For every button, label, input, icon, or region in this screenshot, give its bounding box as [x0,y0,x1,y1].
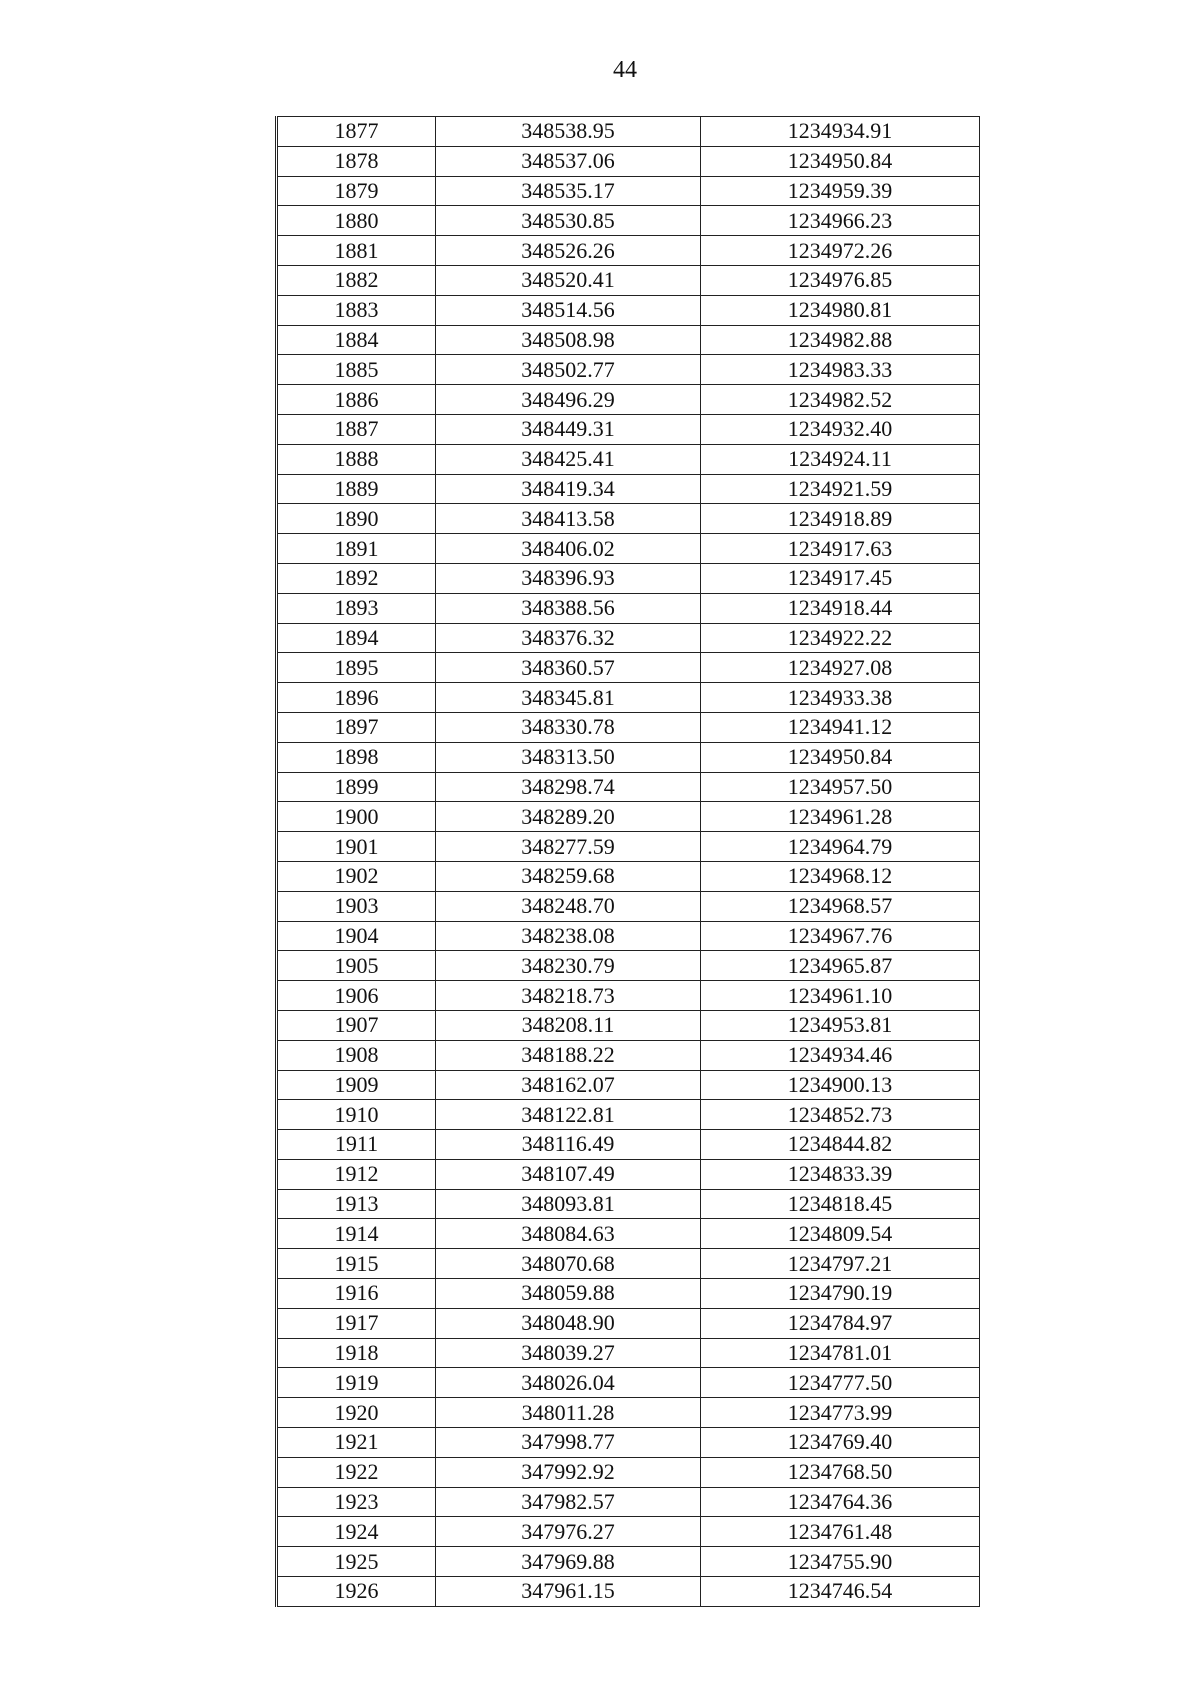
table-row [277,534,980,564]
x-coordinate-cell: 348345.81 [436,683,701,713]
y-coordinate-cell: 1234781.01 [701,1338,980,1368]
table-row [277,325,980,355]
point-number-cell: 1924 [277,1517,436,1547]
table-row [277,1040,980,1070]
table-row [277,861,980,891]
table-row [277,444,980,474]
point-number-cell: 1880 [277,206,436,236]
table-row [277,236,980,266]
point-number-cell: 1890 [277,504,436,534]
table-row [277,712,980,742]
table-row [277,832,980,862]
table-row [277,593,980,623]
point-number-cell: 1885 [277,355,436,385]
coordinates-table-body [277,117,980,1607]
table-row [277,1308,980,1338]
point-number-cell: 1891 [277,534,436,564]
y-coordinate-cell: 1234961.10 [701,981,980,1011]
x-coordinate-cell: 347982.57 [436,1487,701,1517]
point-number-cell: 1894 [277,623,436,653]
y-coordinate-cell: 1234967.76 [701,921,980,951]
x-coordinate-cell: 348413.58 [436,504,701,534]
point-number-cell: 1925 [277,1547,436,1577]
x-coordinate-cell: 348520.41 [436,265,701,295]
y-coordinate-cell: 1234917.45 [701,563,980,593]
x-coordinate-cell: 348011.28 [436,1398,701,1428]
table-row [277,742,980,772]
y-coordinate-cell: 1234746.54 [701,1577,980,1607]
table-row [277,1428,980,1458]
x-coordinate-cell: 348039.27 [436,1338,701,1368]
y-coordinate-cell: 1234968.12 [701,861,980,891]
table-row [277,176,980,206]
table-row [277,1517,980,1547]
table-row [277,1159,980,1189]
table-row [277,474,980,504]
table-row [277,891,980,921]
point-number-cell: 1896 [277,683,436,713]
x-coordinate-cell: 348289.20 [436,802,701,832]
y-coordinate-cell: 1234777.50 [701,1368,980,1398]
y-coordinate-cell: 1234761.48 [701,1517,980,1547]
page-number: 44 [613,57,637,83]
table-row [277,1070,980,1100]
table-row [277,265,980,295]
table-row [277,563,980,593]
table-row [277,1100,980,1130]
x-coordinate-cell: 348208.11 [436,1010,701,1040]
x-coordinate-cell: 348425.41 [436,444,701,474]
x-coordinate-cell: 348162.07 [436,1070,701,1100]
x-coordinate-cell: 348188.22 [436,1040,701,1070]
y-coordinate-cell: 1234809.54 [701,1219,980,1249]
x-coordinate-cell: 347998.77 [436,1428,701,1458]
x-coordinate-cell: 348122.81 [436,1100,701,1130]
y-coordinate-cell: 1234932.40 [701,414,980,444]
point-number-cell: 1920 [277,1398,436,1428]
table-row [277,295,980,325]
point-number-cell: 1901 [277,832,436,862]
y-coordinate-cell: 1234934.91 [701,117,980,147]
x-coordinate-cell: 348538.95 [436,117,701,147]
point-number-cell: 1912 [277,1159,436,1189]
y-coordinate-cell: 1234852.73 [701,1100,980,1130]
table-row [277,683,980,713]
x-coordinate-cell: 348396.93 [436,563,701,593]
y-coordinate-cell: 1234953.81 [701,1010,980,1040]
x-coordinate-cell: 348070.68 [436,1249,701,1279]
point-number-cell: 1904 [277,921,436,951]
y-coordinate-cell: 1234961.28 [701,802,980,832]
point-number-cell: 1895 [277,653,436,683]
x-coordinate-cell: 348535.17 [436,176,701,206]
y-coordinate-cell: 1234980.81 [701,295,980,325]
y-coordinate-cell: 1234976.85 [701,265,980,295]
y-coordinate-cell: 1234917.63 [701,534,980,564]
y-coordinate-cell: 1234982.52 [701,385,980,415]
table-row [277,772,980,802]
y-coordinate-cell: 1234968.57 [701,891,980,921]
x-coordinate-cell: 348330.78 [436,712,701,742]
y-coordinate-cell: 1234833.39 [701,1159,980,1189]
x-coordinate-cell: 348238.08 [436,921,701,951]
table-row [277,1398,980,1428]
y-coordinate-cell: 1234950.84 [701,146,980,176]
y-coordinate-cell: 1234784.97 [701,1308,980,1338]
x-coordinate-cell: 347961.15 [436,1577,701,1607]
point-number-cell: 1902 [277,861,436,891]
y-coordinate-cell: 1234922.22 [701,623,980,653]
table-row [277,117,980,147]
point-number-cell: 1898 [277,742,436,772]
x-coordinate-cell: 348514.56 [436,295,701,325]
x-coordinate-cell: 347992.92 [436,1457,701,1487]
y-coordinate-cell: 1234966.23 [701,206,980,236]
table-row [277,1368,980,1398]
x-coordinate-cell: 348496.29 [436,385,701,415]
point-number-cell: 1884 [277,325,436,355]
x-coordinate-cell: 348093.81 [436,1189,701,1219]
x-coordinate-cell: 348508.98 [436,325,701,355]
x-coordinate-cell: 348388.56 [436,593,701,623]
x-coordinate-cell: 348259.68 [436,861,701,891]
table-row [277,1279,980,1309]
x-coordinate-cell: 348502.77 [436,355,701,385]
y-coordinate-cell: 1234933.38 [701,683,980,713]
table-row [277,1130,980,1160]
point-number-cell: 1886 [277,385,436,415]
point-number-cell: 1922 [277,1457,436,1487]
x-coordinate-cell: 348537.06 [436,146,701,176]
table-row [277,206,980,236]
table-row [277,414,980,444]
x-coordinate-cell: 348298.74 [436,772,701,802]
y-coordinate-cell: 1234950.84 [701,742,980,772]
y-coordinate-cell: 1234797.21 [701,1249,980,1279]
y-coordinate-cell: 1234918.44 [701,593,980,623]
y-coordinate-cell: 1234918.89 [701,504,980,534]
x-coordinate-cell: 348248.70 [436,891,701,921]
table-row [277,1547,980,1577]
table-row [277,1487,980,1517]
y-coordinate-cell: 1234844.82 [701,1130,980,1160]
x-coordinate-cell: 348048.90 [436,1308,701,1338]
x-coordinate-cell: 348230.79 [436,951,701,981]
table-row [277,504,980,534]
point-number-cell: 1893 [277,593,436,623]
x-coordinate-cell: 348218.73 [436,981,701,1011]
point-number-cell: 1918 [277,1338,436,1368]
point-number-cell: 1888 [277,444,436,474]
table-row [277,623,980,653]
x-coordinate-cell: 348376.32 [436,623,701,653]
table-row [277,1219,980,1249]
y-coordinate-cell: 1234900.13 [701,1070,980,1100]
x-coordinate-cell: 347969.88 [436,1547,701,1577]
y-coordinate-cell: 1234982.88 [701,325,980,355]
y-coordinate-cell: 1234965.87 [701,951,980,981]
point-number-cell: 1923 [277,1487,436,1517]
x-coordinate-cell: 348026.04 [436,1368,701,1398]
x-coordinate-cell: 348360.57 [436,653,701,683]
point-number-cell: 1882 [277,265,436,295]
x-coordinate-cell: 348406.02 [436,534,701,564]
point-number-cell: 1907 [277,1010,436,1040]
y-coordinate-cell: 1234934.46 [701,1040,980,1070]
point-number-cell: 1906 [277,981,436,1011]
point-number-cell: 1919 [277,1368,436,1398]
x-coordinate-cell: 348084.63 [436,1219,701,1249]
table-row [277,981,980,1011]
point-number-cell: 1903 [277,891,436,921]
point-number-cell: 1900 [277,802,436,832]
x-coordinate-cell: 348107.49 [436,1159,701,1189]
point-number-cell: 1889 [277,474,436,504]
table-row [277,653,980,683]
y-coordinate-cell: 1234959.39 [701,176,980,206]
y-coordinate-cell: 1234964.79 [701,832,980,862]
point-number-cell: 1877 [277,117,436,147]
y-coordinate-cell: 1234755.90 [701,1547,980,1577]
x-coordinate-cell: 348449.31 [436,414,701,444]
point-number-cell: 1916 [277,1279,436,1309]
y-coordinate-cell: 1234773.99 [701,1398,980,1428]
y-coordinate-cell: 1234927.08 [701,653,980,683]
y-coordinate-cell: 1234768.50 [701,1457,980,1487]
point-number-cell: 1897 [277,712,436,742]
point-number-cell: 1881 [277,236,436,266]
y-coordinate-cell: 1234924.11 [701,444,980,474]
point-number-cell: 1878 [277,146,436,176]
point-number-cell: 1915 [277,1249,436,1279]
point-number-cell: 1908 [277,1040,436,1070]
y-coordinate-cell: 1234790.19 [701,1279,980,1309]
point-number-cell: 1883 [277,295,436,325]
table-row [277,921,980,951]
x-coordinate-cell: 348419.34 [436,474,701,504]
table-row [277,1189,980,1219]
point-number-cell: 1892 [277,563,436,593]
table-row [277,146,980,176]
table-row [277,1249,980,1279]
point-number-cell: 1905 [277,951,436,981]
point-number-cell: 1921 [277,1428,436,1458]
x-coordinate-cell: 347976.27 [436,1517,701,1547]
y-coordinate-cell: 1234764.36 [701,1487,980,1517]
point-number-cell: 1887 [277,414,436,444]
point-number-cell: 1899 [277,772,436,802]
table-row [277,355,980,385]
y-coordinate-cell: 1234957.50 [701,772,980,802]
point-number-cell: 1879 [277,176,436,206]
coordinates-table [275,116,980,1607]
y-coordinate-cell: 1234983.33 [701,355,980,385]
table-row [277,1457,980,1487]
point-number-cell: 1910 [277,1100,436,1130]
point-number-cell: 1909 [277,1070,436,1100]
table-row [277,802,980,832]
x-coordinate-cell: 348526.26 [436,236,701,266]
y-coordinate-cell: 1234941.12 [701,712,980,742]
table-row [277,1010,980,1040]
point-number-cell: 1914 [277,1219,436,1249]
y-coordinate-cell: 1234921.59 [701,474,980,504]
y-coordinate-cell: 1234972.26 [701,236,980,266]
x-coordinate-cell: 348059.88 [436,1279,701,1309]
table-row [277,951,980,981]
y-coordinate-cell: 1234769.40 [701,1428,980,1458]
point-number-cell: 1917 [277,1308,436,1338]
table-row [277,1338,980,1368]
x-coordinate-cell: 348277.59 [436,832,701,862]
table-row [277,1577,980,1607]
table-row [277,385,980,415]
point-number-cell: 1926 [277,1577,436,1607]
point-number-cell: 1911 [277,1130,436,1160]
x-coordinate-cell: 348116.49 [436,1130,701,1160]
x-coordinate-cell: 348530.85 [436,206,701,236]
y-coordinate-cell: 1234818.45 [701,1189,980,1219]
x-coordinate-cell: 348313.50 [436,742,701,772]
point-number-cell: 1913 [277,1189,436,1219]
